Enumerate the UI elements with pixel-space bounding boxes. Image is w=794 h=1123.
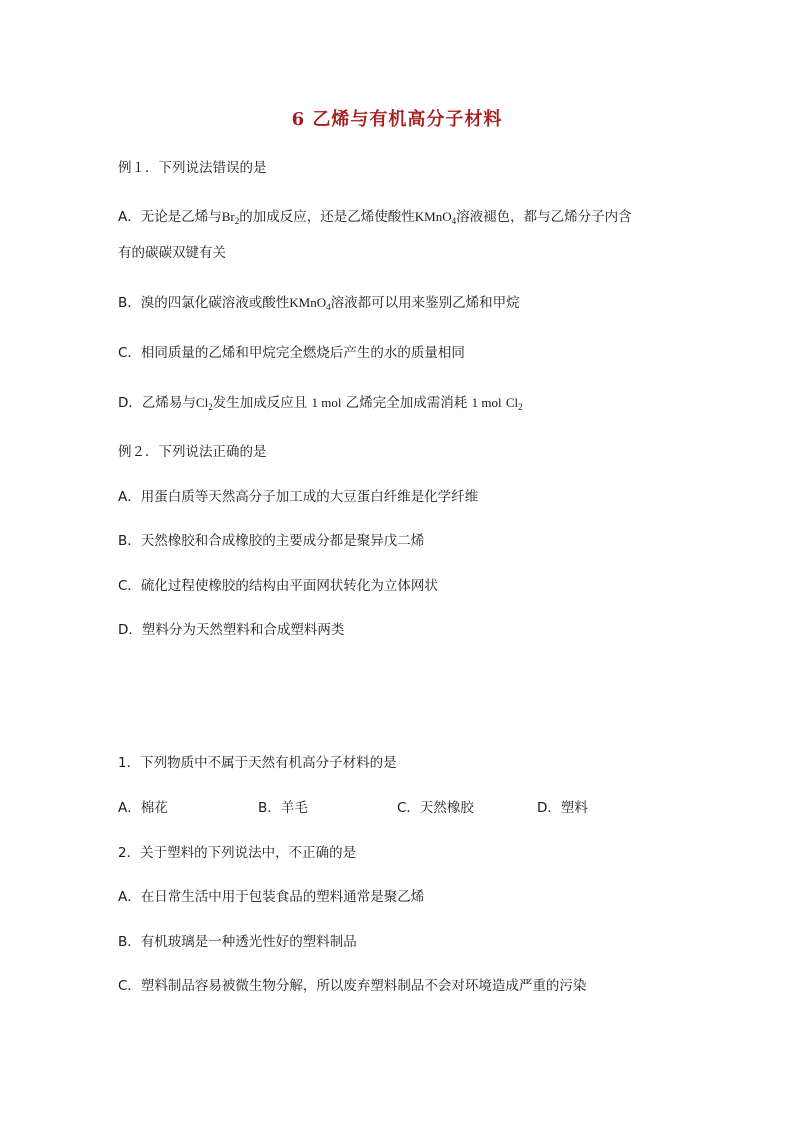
option-text: D．乙烯易与 <box>118 395 196 411</box>
formula-symbol: KMnO <box>414 209 452 224</box>
question-1-option-c: C．天然橡胶 <box>397 800 474 816</box>
example-2-option-b: B．天然橡胶和合成橡胶的主要成分都是聚异戊二烯 <box>118 533 425 549</box>
example-1-option-b <box>118 293 520 313</box>
option-text: A．无论是乙烯与 <box>118 209 222 225</box>
option-text: 的加成反应，还是乙烯使酸性 <box>239 209 415 225</box>
option-text: 发生加成反应且 <box>212 395 308 411</box>
question-1-stem: 1．下列物质中不属于天然有机高分子材料的是 <box>118 755 397 771</box>
example-1-option-d <box>118 393 523 413</box>
formula-subscript: 2 <box>518 402 523 412</box>
question-2-stem: 2．关于塑料的下列说法中，不正确的是 <box>118 845 357 861</box>
formula-symbol: Cl <box>195 395 209 410</box>
formula-kmno4 <box>289 295 330 310</box>
example-1-option-a-line-1 <box>118 207 632 227</box>
example-2-option-a: A．用蛋白质等天然高分子加工成的大豆蛋白纤维是化学纤维 <box>118 489 479 505</box>
question-1-option-a: A．棉花 <box>118 800 168 816</box>
option-text: 溶液褪色，都与乙烯分子内含 <box>456 209 632 225</box>
question-2-option-c: C．塑料制品容易被微生物分解，所以废弃塑料制品不会对环境造成严重的污染 <box>118 978 587 994</box>
question-2-option-b: B．有机玻璃是一种透光性好的塑料制品 <box>118 934 357 950</box>
example-2-stem: 例２．下列说法正确的是 <box>118 444 267 460</box>
example-1-stem: 例１．下列说法错误的是 <box>118 160 267 176</box>
formula-br2 <box>222 209 240 224</box>
formula-cl2 <box>506 395 523 410</box>
example-2-option-d: D．塑料分为天然塑料和合成塑料两类 <box>118 622 345 638</box>
formula-kmno4 <box>415 209 456 224</box>
example-1-option-c: C．相同质量的乙烯和甲烷完全燃烧后产生的水的质量相同 <box>118 345 465 361</box>
amount-1mol: 1 mol <box>471 395 502 410</box>
formula-subscript: 4 <box>326 302 331 312</box>
formula-cl2 <box>196 395 213 410</box>
amount-1mol: 1 mol <box>311 395 342 410</box>
example-1-option-a-line-2: 有的碳碳双键有关 <box>118 245 226 261</box>
formula-symbol: KMnO <box>289 295 327 310</box>
page-title: 6 乙烯与有机高分子材料 <box>291 109 503 130</box>
formula-symbol: Cl <box>505 395 519 410</box>
formula-subscript: 2 <box>208 402 213 412</box>
option-text: 乙烯完全加成需消耗 <box>345 395 468 411</box>
question-2-option-a: A．在日常生活中用于包装食品的塑料通常是聚乙烯 <box>118 889 425 905</box>
formula-subscript: 2 <box>234 216 240 226</box>
formula-subscript: 4 <box>451 216 457 226</box>
question-1-option-d: D．塑料 <box>537 800 588 816</box>
option-text: 溶液都可以用来鉴别乙烯和甲烷 <box>330 295 520 311</box>
example-2-option-c: C．硫化过程使橡胶的结构由平面网状转化为立体网状 <box>118 578 438 594</box>
question-1-option-b: B．羊毛 <box>258 800 308 816</box>
option-text: B．溴的四氯化碳溶液或酸性 <box>118 295 290 311</box>
formula-symbol: Br <box>221 209 235 224</box>
